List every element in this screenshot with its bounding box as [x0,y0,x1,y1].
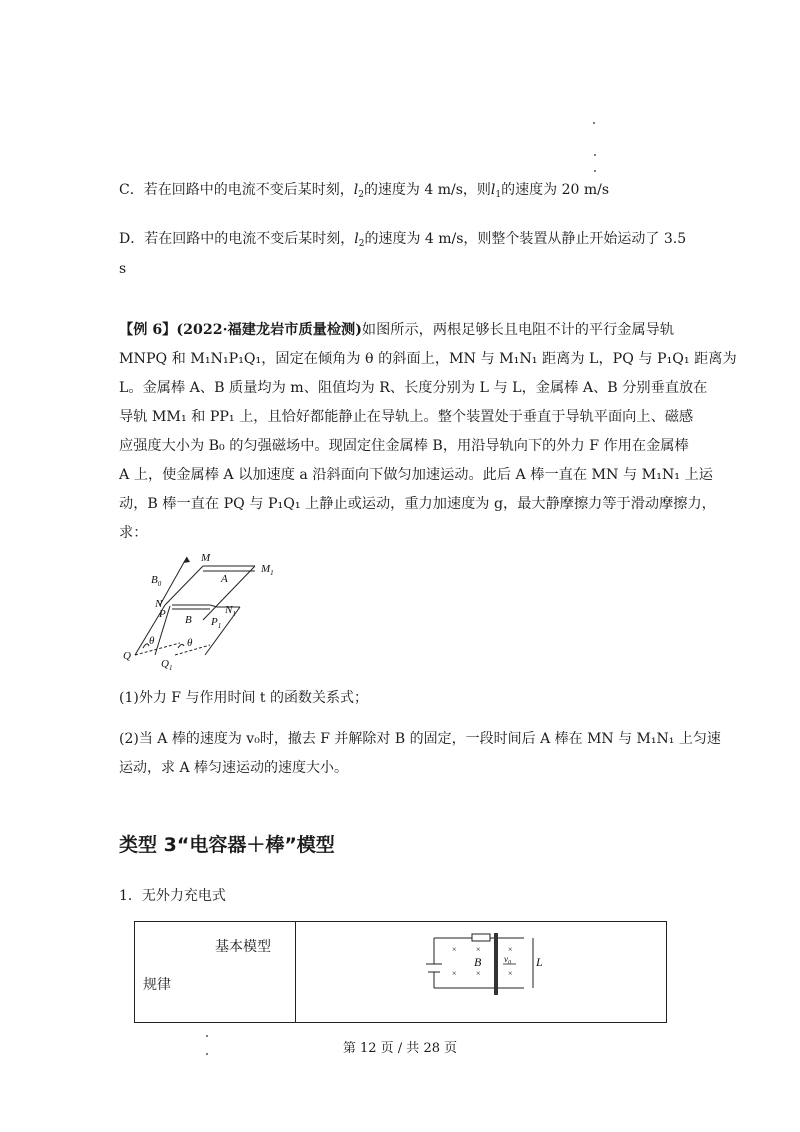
label-q1: $Q_1$ [161,658,173,672]
label-n: N [155,598,163,610]
question-2-line-2: 运动，求 A 棒匀速运动的速度大小。 [119,760,349,776]
option-d-cont: s [119,261,127,277]
example-line: 应强度大小为 B₀ 的匀强磁场中。现固定住金属棒 B，用沿导轨向下的外力 F 作用在金属棒 [119,438,689,454]
example-6-problem [119,316,737,548]
row-label-basic-model: 基本模型 [215,939,271,955]
example-line: L。金属棒 A、B 质量均为 m、阻值均为 R、长度分别为 L 与 L，金属棒 A、B 分别垂直放在 [119,380,708,396]
rail-diagram [115,545,295,675]
label-b0: $B_0$ [151,574,162,588]
table-label-cell [135,922,296,1023]
capacitor-circuit-diagram [424,928,544,998]
option-c: C．若在回路中的电流不变后某时刻，$l_2$的速度为 4 m/s，则$l_1$的速度为 20 m/s [119,182,610,200]
label-p: P [159,608,166,620]
field-x-mark: × [452,969,457,978]
example-line: A 上，使金属棒 A 以加速度 a 沿斜面向下做匀加速运动。此后 A 棒一直在 MN 与 M₁N₁ 上运 [119,467,713,483]
label-theta-1: θ [149,635,155,647]
label-m: M [201,552,211,564]
question-1: (1)外力 F 与作用时间 t 的函数关系式； [119,690,368,706]
label-a: A [221,573,228,585]
label-theta-2: θ [187,637,193,649]
label-q: Q [123,650,131,662]
page-footer: 第 12 页 / 共 28 页 [342,1041,458,1056]
label-length: L [536,955,543,969]
field-x-mark: × [508,969,513,978]
section-heading: 类型 3“电容器＋棒”模型 [119,834,335,856]
label-field-b: B [474,955,482,969]
row-label-rule: 规律 [143,977,171,993]
scan-dot [594,170,596,172]
option-d: D．若在回路中的电流不变后某时刻，$l_2$的速度为 4 m/s，则整个装置从静止开始运动了 3.5 [119,231,687,249]
field-x-mark: × [508,945,513,954]
question-2-line-1: (2)当 A 棒的速度为 v₀时，撤去 F 并解除对 B 的固定，一段时间后 A 棒在 MN 与 M₁N₁ 上匀速 [119,731,721,747]
scan-dot [593,122,595,124]
sub-heading: 1．无外力充电式 [119,888,226,904]
example-line: 导轨 MM₁ 和 PP₁ 上，且恰好都能静止在导轨上。整个装置处于垂直于导轨平面向上、磁感 [119,409,694,425]
field-x-mark: × [476,969,481,978]
option-d-label: D． [119,231,145,247]
label-m1: $M_1$ [261,563,274,577]
table-figure-cell [296,922,667,1023]
option-c-label: C． [119,182,144,198]
example-line: 动，B 棒一直在 PQ 与 P₁Q₁ 上静止或运动，重力加速度为 g，最大静摩擦力等于滑动摩擦力， [119,496,716,512]
example-line: 【例 6】(2022·福建龙岩市质量检测)如图所示，两根足够长且电阻不计的平行金属导轨 [119,322,675,338]
example-line: 求： [119,525,148,541]
label-p1: $P_1$ [211,616,222,630]
label-b: B [185,614,192,626]
field-x-mark: × [452,945,457,954]
label-n1: $N_1$ [225,604,236,618]
example-line: MNPQ 和 M₁N₁P₁Q₁，固定在倾角为 θ 的斜面上，MN 与 M₁N₁ 距离为 L，PQ 与 P₁Q₁ 距离为 [119,351,737,367]
field-x-mark: × [476,945,481,954]
label-velocity: $v_0$ [504,954,511,966]
scan-dot [594,154,596,156]
model-table [134,921,667,1023]
